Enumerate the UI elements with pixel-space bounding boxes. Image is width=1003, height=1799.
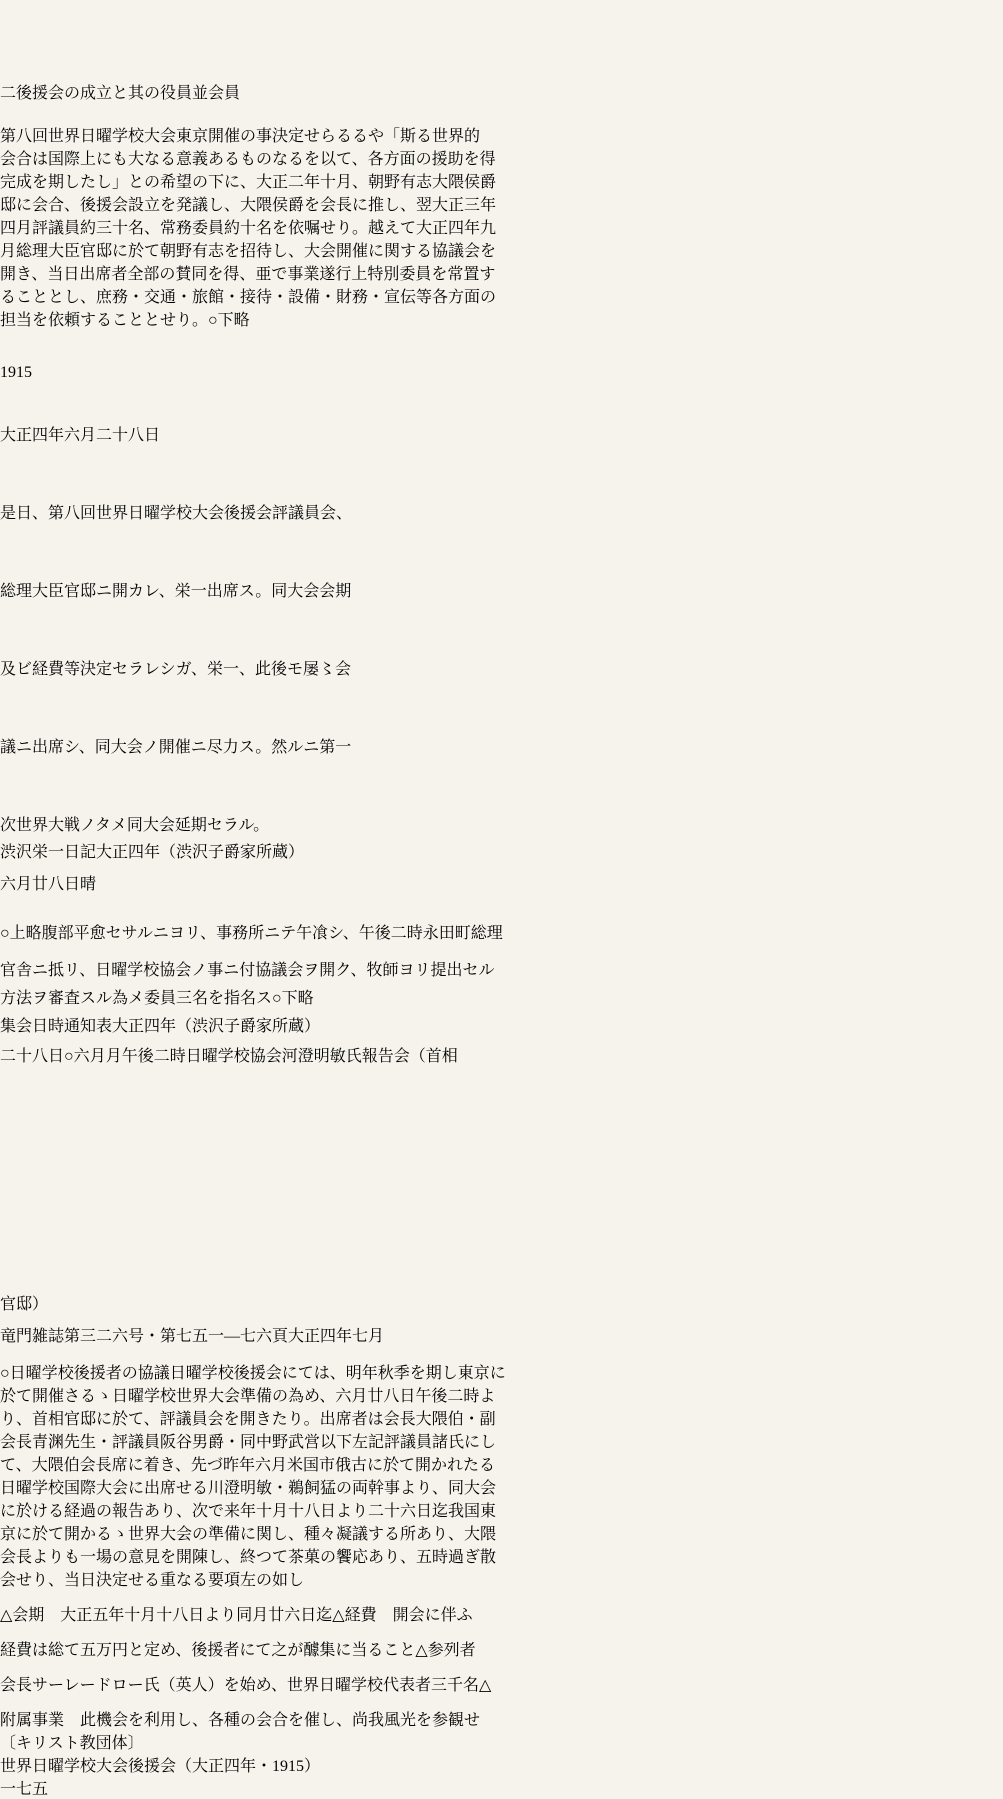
text-segment: 議ニ出席シ、同大会ノ開催ニ尽力ス。然ルニ第一 xyxy=(0,739,352,756)
text-segment: 月総理大臣官邸に於て朝野有志を招待し、大会開催に関する協議会を xyxy=(0,243,497,260)
text-segment: ることとし、庶務・交通・旅館・接待・設備・財務・宣伝等各方面の xyxy=(0,289,497,306)
body-column xyxy=(0,1521,1003,1544)
weather-note: 晴 xyxy=(80,876,97,893)
text-segment: 会合は国際上にも大なる意義あるものなるを以て、各方面の援助を得 xyxy=(0,151,496,168)
text-segment: 会せり、当日決定せる重なる要項左の如し xyxy=(0,1572,305,1589)
text-segment: 会長サーレードロー氏（英人）を始め、世界日曜学校代表者三千名△ xyxy=(0,1677,492,1694)
body-column xyxy=(0,103,1003,146)
omission-mark: ○下略 xyxy=(272,990,314,1007)
body-column xyxy=(0,1498,1003,1521)
body-column xyxy=(0,238,1003,261)
journal-title: 竜門雑誌 xyxy=(0,1328,65,1345)
text-segment: 完成を期したし」との希望の下に、大正二年十月、朝野有志大隈侯爵 xyxy=(0,174,497,191)
text-segment: 邸に会合、後援会設立を発議し、大隈侯爵を会長に推し、翌大正三年 xyxy=(0,197,497,214)
text-segment: 後援者の協議 xyxy=(73,1365,170,1382)
text-segment: 六月廿八日 xyxy=(0,876,81,893)
table-title: 集会日時通知表 xyxy=(0,1018,113,1035)
text-segment: ○ xyxy=(0,1365,10,1382)
text-segment: 腹部平愈セサルニヨリ、事務所ニテ午飡シ、午後二時永田町総理 xyxy=(41,925,503,942)
warichu-left-column: 学校 xyxy=(41,1365,74,1382)
resolution-column xyxy=(0,1625,1003,1660)
text-segment: 開き、当日出席者全部の賛同を得、亜で事業遂行上特別委員を常置す xyxy=(0,266,496,283)
margin-title-text: 世界日曜学校大会後援会 xyxy=(0,1758,177,1775)
text-segment: 1915 xyxy=(0,364,32,381)
text-segment: 方法ヲ審査スル為メ委員三名を指名ス xyxy=(0,990,273,1007)
page-number: 一七五 xyxy=(0,1781,49,1798)
diary-body-column xyxy=(0,445,1003,523)
margin-category-label: 〔キリスト教団体〕 xyxy=(0,1735,144,1752)
text-segment: 会長よりも一場の意見を開陳し、終つて茶菓の饗応あり、五時過ぎ散 xyxy=(0,1549,497,1566)
text-segment: 月 xyxy=(105,1048,122,1065)
table-entry xyxy=(0,1036,1003,1066)
text-segment: 是日、第八回世界日曜学校大会後援会評議員会、 xyxy=(0,505,353,522)
body-column xyxy=(0,307,1003,330)
warichu-right-column: 第三二六号・第七五一―七六頁 xyxy=(64,1328,289,1345)
warichu-left-column: 月 xyxy=(89,1048,106,1065)
text-segment: 日曜学校国際大会に出席せる川澄明敏・鵜飼猛の両幹事より、同大会 xyxy=(0,1480,497,1497)
diary-entry-body xyxy=(0,894,995,952)
table-heading xyxy=(0,1008,967,1036)
text-segment: 官邸） xyxy=(0,1296,49,1313)
resolution-column xyxy=(0,1695,1003,1730)
source-note: （渋沢子爵家所蔵） xyxy=(176,1018,321,1035)
body-column xyxy=(0,261,1003,284)
text-segment: 第八回世界日曜学校大会東京開催の事決定せらるるや「斯る世界的 xyxy=(0,128,481,145)
shukai-ryumon-section xyxy=(0,952,1003,1730)
body-column xyxy=(0,952,1003,980)
text-segment: 日曜学校後援会にては、明年秋季を期し東京に xyxy=(169,1365,506,1382)
text-segment: △会期 大正五年十月十八日より同月廿六日迄△経費 開会に伴ふ xyxy=(0,1607,473,1624)
text-segment: に於ける経過の報告あり、次で来年十月十八日より二十六日迄我国東 xyxy=(0,1503,497,1520)
table-entry-continued xyxy=(0,1066,1003,1314)
text-segment: 午後二時 xyxy=(121,1048,186,1065)
diary-year-note: 大正四年 xyxy=(96,844,161,861)
text-segment: 担当を依頼することとせり。 xyxy=(0,312,209,329)
body-column xyxy=(0,980,1003,1008)
text-segment: 京に於て開かるゝ世界大会の準備に関し、種々凝議する所あり、大隈 xyxy=(0,1526,497,1543)
text-segment: 及ビ経費等決定セラレシガ、栄一、此後モ屡〻会 xyxy=(0,661,351,678)
resolution-column xyxy=(0,1660,1003,1695)
body-column xyxy=(0,284,1003,307)
journal-issue-note xyxy=(64,1328,384,1345)
diary-body-column xyxy=(0,601,1003,679)
body-column xyxy=(0,146,1003,169)
text-segment: 於て開催さるゝ日曜学校世界大会準備の為め、六月廿八日午後二時よ xyxy=(0,1388,496,1405)
diary-body-column xyxy=(0,523,1003,601)
diary-entry-date xyxy=(0,871,981,894)
text-segment: 会長青渊先生・評議員阪谷男爵・同中野武営以下左記評議員諸氏にし xyxy=(0,1434,497,1451)
text-segment: て、大隈伯会長席に着き、先づ昨年六月米国市俄古に於て開かれたる xyxy=(0,1457,496,1474)
text-segment: 四月評議員約三十名、常務委員約十名を依嘱せり。越えて大正四年九 xyxy=(0,220,497,237)
text-segment: 二 xyxy=(0,85,17,102)
warichu-left-column: 大正四年七月 xyxy=(288,1328,385,1345)
text-segment: り、首相官邸に於て、評議員会を開きたり。出席者は会長大隈伯・副 xyxy=(0,1411,496,1428)
text-segment: 官舎ニ抵リ、日曜学校協会ノ事ニ付協議会ヲ開ク、牧師ヨリ提出セル xyxy=(0,962,495,979)
margin-document-title xyxy=(0,1753,1003,1776)
body-column xyxy=(0,1567,1003,1590)
text-segment: 後援会の成立と其の役員並会員 xyxy=(16,85,241,102)
source-note: （渋沢子爵家所蔵） xyxy=(160,844,305,861)
body-column xyxy=(0,1406,1003,1429)
warichu-right-column: 日曜 xyxy=(9,1365,42,1382)
diary-title: 渋沢栄一日記 xyxy=(0,844,97,861)
text-segment: ○下略 xyxy=(208,312,250,329)
body-column xyxy=(0,1452,1003,1475)
text-segment: 附属事業 此機会を利用し、各種の会合を催し、尚我風光を参観せ xyxy=(0,1712,481,1729)
journal-heading xyxy=(0,1314,965,1355)
body-column xyxy=(0,192,1003,215)
diary-body-column xyxy=(0,757,1003,835)
text-segment: 総理大臣官邸ニ開カレ、栄一出席ス。同大会会期 xyxy=(0,583,352,600)
diary-body-column xyxy=(0,679,1003,757)
warichu-right-column: ○六 xyxy=(64,1048,90,1065)
warichu-note xyxy=(64,1048,106,1065)
section-heading xyxy=(0,0,1003,103)
resolution-column xyxy=(0,1590,1003,1625)
text-segment: 次世界大戦ノタメ同大会延期セラル。 xyxy=(0,817,270,834)
margin-title-date: （大正四年・1915） xyxy=(176,1758,321,1775)
diary-source-heading xyxy=(0,835,973,871)
text-segment: 経費は総て五万円と定め、後援者にて之が醵集に当ること△参列者 xyxy=(0,1642,476,1659)
diary-date-heading xyxy=(0,386,1003,445)
body-column xyxy=(0,1544,1003,1567)
text-segment: 大正四年六月二十八日 xyxy=(0,427,161,444)
omission-mark: ○上略 xyxy=(0,925,42,942)
warichu-note xyxy=(10,1365,74,1382)
body-column xyxy=(0,215,1003,238)
text-segment: 二十八日 xyxy=(0,1048,65,1065)
text-segment: 日曜学校協会河澄明敏氏報告会（首相 xyxy=(185,1048,458,1065)
year-marker xyxy=(0,330,965,386)
table-year-note: 大正四年 xyxy=(112,1018,177,1035)
body-column xyxy=(0,169,1003,192)
body-column xyxy=(0,1429,1003,1452)
body-column xyxy=(0,1475,1003,1498)
body-column xyxy=(0,1383,1003,1406)
article-title-column xyxy=(0,1355,979,1383)
